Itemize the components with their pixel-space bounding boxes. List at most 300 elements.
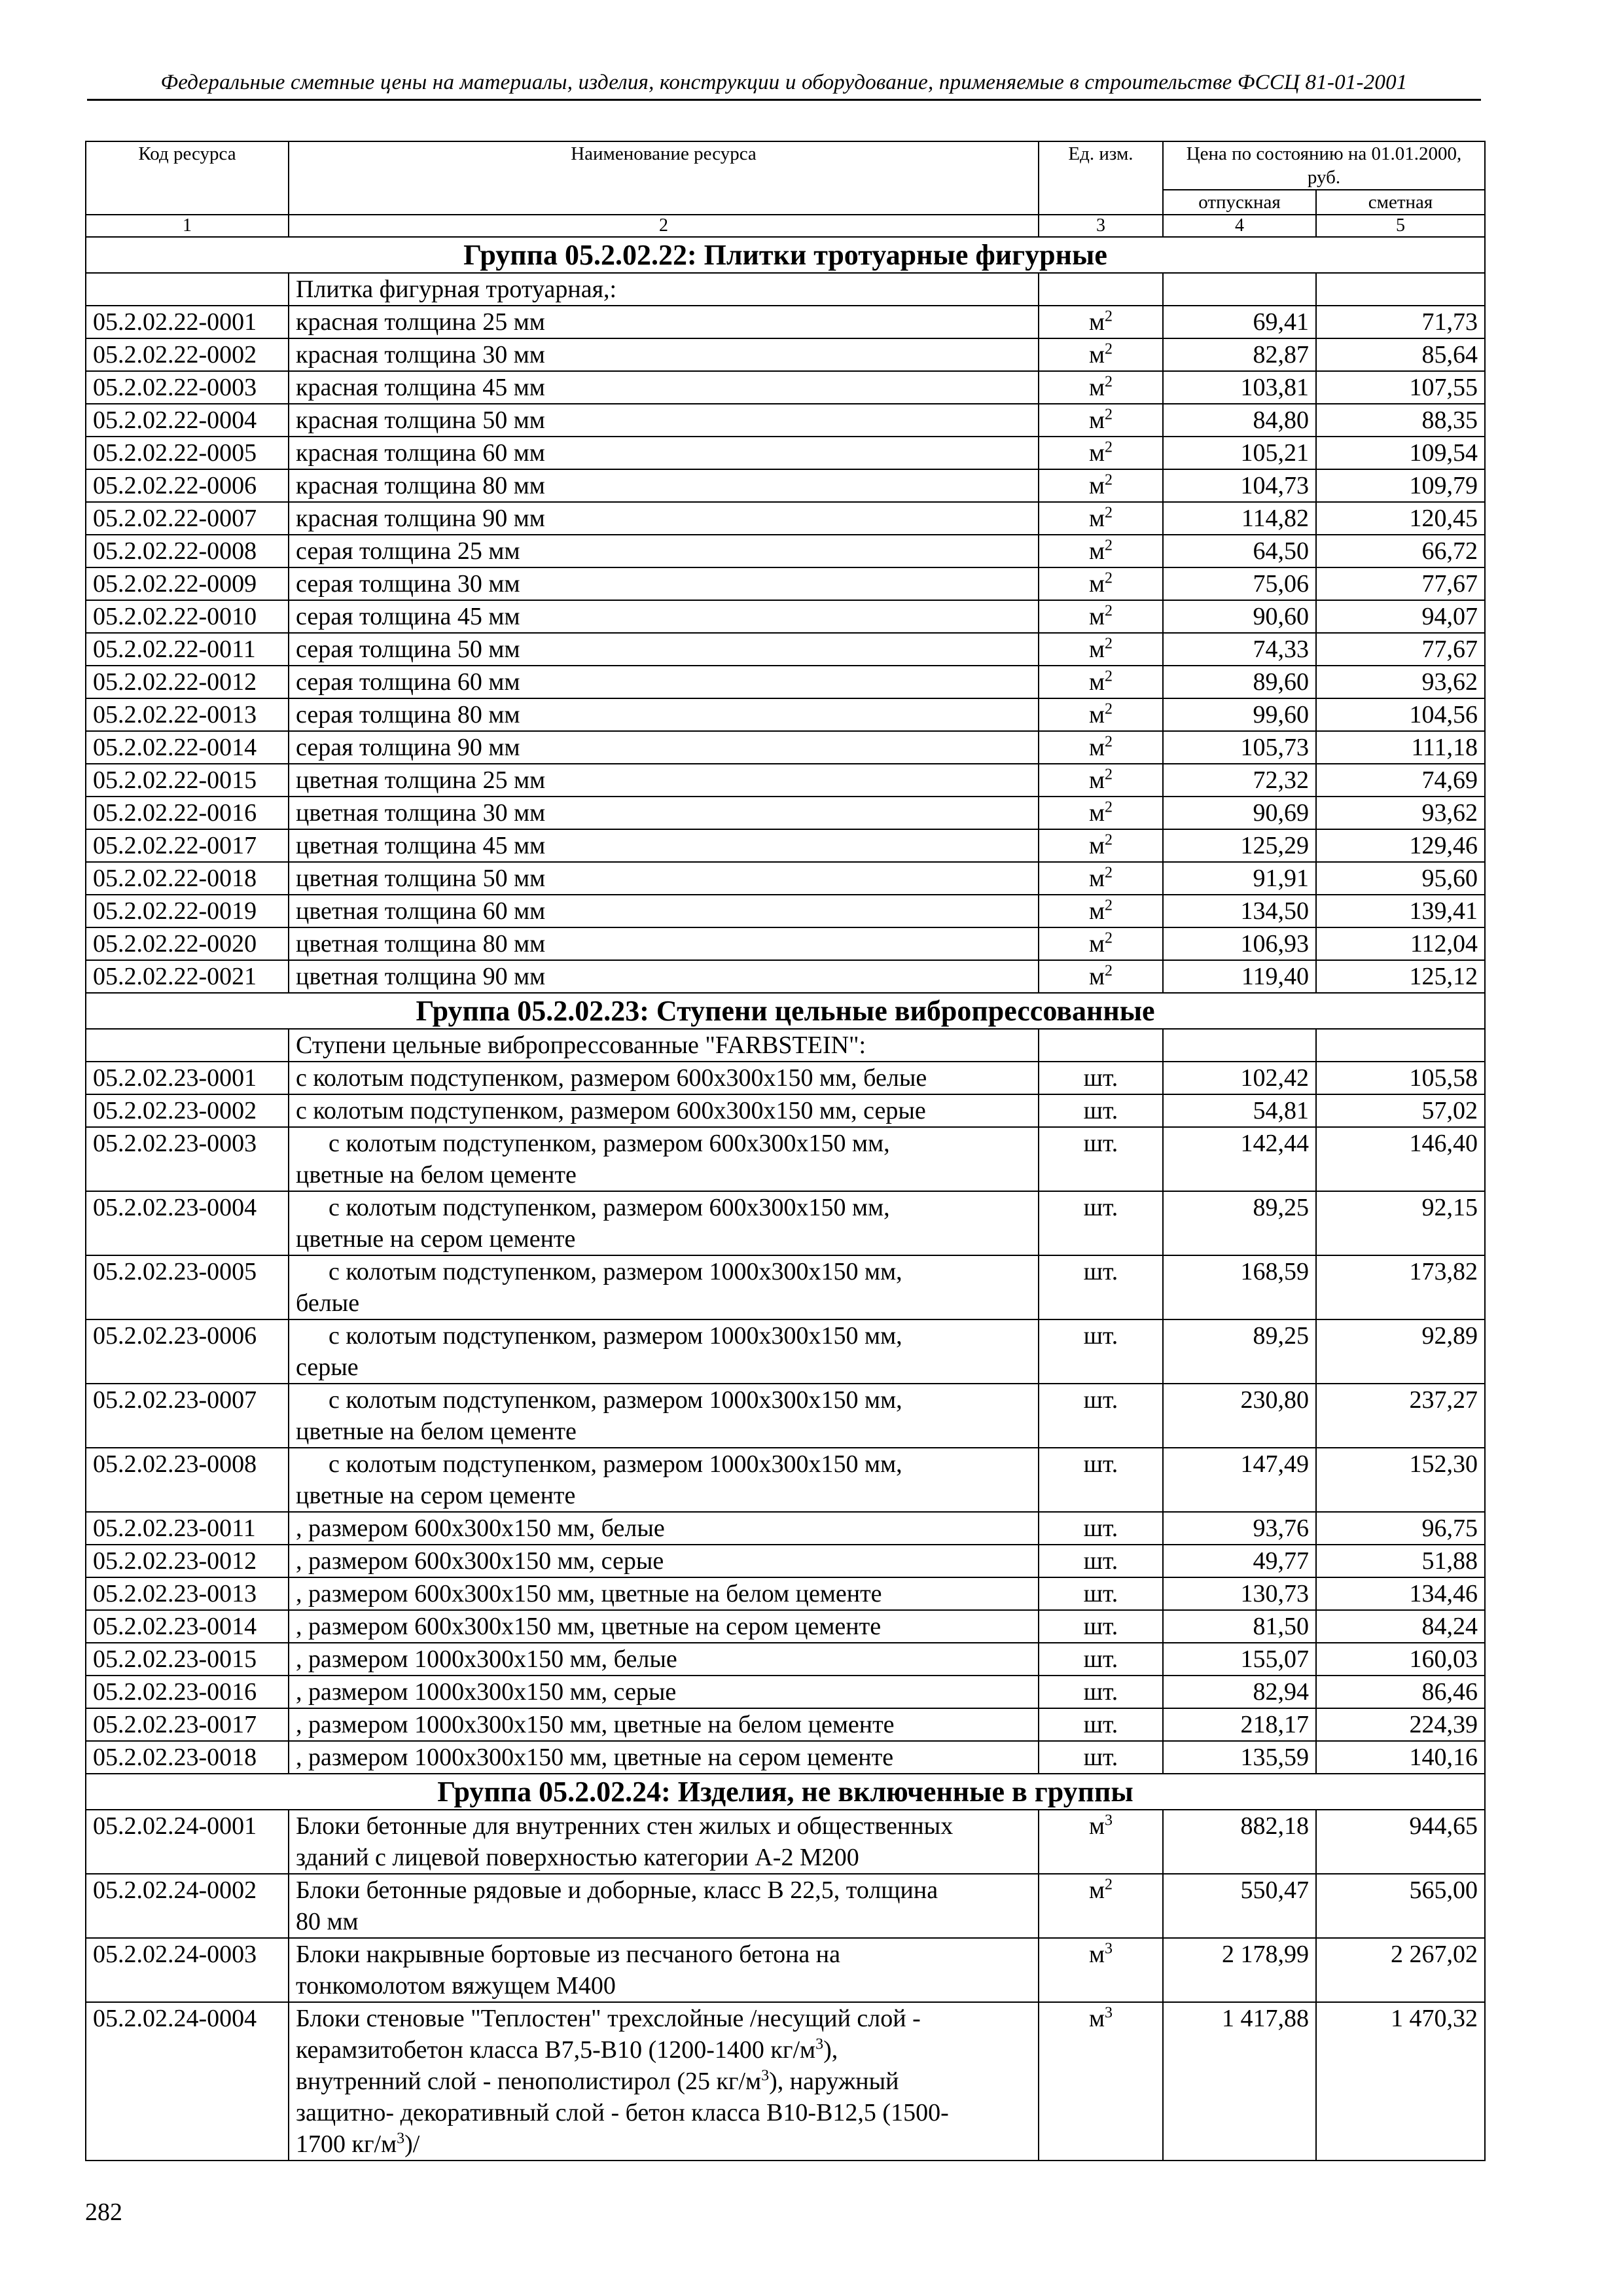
- release-price: 230,80: [1163, 1384, 1316, 1448]
- resource-name-line: с колотым подступенком, размером 1000х300х150 мм,: [329, 1450, 902, 1478]
- resource-name: , размером 600х300х150 мм, цветные на сером цементе: [289, 1610, 1039, 1643]
- resource-name: цветная толщина 80 мм: [289, 927, 1039, 960]
- resource-name: цветная толщина 30 мм: [289, 797, 1039, 829]
- resource-code: 05.2.02.22-0017: [86, 829, 289, 862]
- resource-name: , размером 600х300х150 мм, серые: [289, 1545, 1039, 1577]
- release-price: 103,81: [1163, 371, 1316, 404]
- unit-base: м: [1088, 1876, 1105, 1904]
- unit-base: м: [1088, 603, 1105, 630]
- code-cell-empty: [86, 1029, 289, 1062]
- resource-code: 05.2.02.22-0009: [86, 567, 289, 600]
- estimate-price: 92,89: [1316, 1319, 1485, 1384]
- unit-cell: [1039, 1938, 1163, 2002]
- table-row: [86, 1062, 1485, 1094]
- resource-name-line: с колотым подступенком, размером 1000х300х150 мм,: [329, 1322, 902, 1350]
- header-name: Наименование ресурса: [289, 141, 1039, 215]
- release-price: 90,60: [1163, 600, 1316, 633]
- header-release-price: отпускная: [1163, 190, 1316, 215]
- resource-name: [289, 1384, 1039, 1448]
- unit-cell: [1039, 404, 1163, 437]
- resource-name-line: с колотым подступенком, размером 600х300х150 мм,: [329, 1130, 890, 1157]
- resource-name: [289, 1938, 1039, 2002]
- text-part: ),: [823, 2036, 838, 2064]
- estimate-price: 85,64: [1316, 338, 1485, 371]
- unit-cell: [1039, 469, 1163, 502]
- resource-name: красная толщина 25 мм: [289, 306, 1039, 338]
- release-price: 135,59: [1163, 1741, 1316, 1774]
- resource-name-line: Блоки стеновые "Теплостен" трехслойные /несущий слой -: [296, 2005, 921, 2032]
- resource-name-line: цветные на белом цементе: [296, 1161, 577, 1189]
- unit-exponent: 2: [1105, 962, 1113, 980]
- resource-code: 05.2.02.24-0003: [86, 1938, 289, 2002]
- table-row: [86, 1741, 1485, 1774]
- release-price: 84,80: [1163, 404, 1316, 437]
- table-row: [86, 1545, 1485, 1577]
- resource-name: [289, 1810, 1039, 1874]
- table-row: [86, 338, 1485, 371]
- subtitle-row: [86, 1029, 1485, 1062]
- estimate-price: 77,67: [1316, 567, 1485, 600]
- resource-name: [289, 1127, 1039, 1191]
- resource-name: [289, 1255, 1039, 1319]
- text-part: )/: [404, 2130, 420, 2158]
- table-row: [86, 698, 1485, 731]
- resource-code: 05.2.02.23-0016: [86, 1676, 289, 1708]
- release-price: 125,29: [1163, 829, 1316, 862]
- estimate-price: 88,35: [1316, 404, 1485, 437]
- superscript: 3: [815, 2036, 824, 2053]
- unit-cell: шт.: [1039, 1708, 1163, 1741]
- table-row: [86, 1191, 1485, 1255]
- header-unit: Ед. изм.: [1039, 141, 1163, 215]
- resource-code: 05.2.02.22-0001: [86, 306, 289, 338]
- unit-cell: шт.: [1039, 1191, 1163, 1255]
- resource-code: 05.2.02.23-0001: [86, 1062, 289, 1094]
- table-row: [86, 862, 1485, 895]
- estimate-price: 1 470,32: [1316, 2002, 1485, 2161]
- resource-name: цветная толщина 60 мм: [289, 895, 1039, 927]
- resource-name: , размером 1000х300х150 мм, белые: [289, 1643, 1039, 1676]
- unit-base: м: [1088, 537, 1105, 565]
- resource-name-line: с колотым подступенком, размером 600х300х150 мм,: [329, 1194, 890, 1221]
- unit-exponent: 2: [1105, 929, 1113, 947]
- resource-code: 05.2.02.23-0015: [86, 1643, 289, 1676]
- resource-name-line: белые: [296, 1289, 360, 1317]
- page-number: 282: [85, 2198, 122, 2226]
- unit-exponent: 3: [1105, 1812, 1113, 1829]
- release-price: 882,18: [1163, 1810, 1316, 1874]
- resource-code: 05.2.02.23-0004: [86, 1191, 289, 1255]
- unit-exponent: 2: [1105, 340, 1113, 358]
- unit-base: м: [1088, 1941, 1105, 1968]
- unit-cell: [1039, 731, 1163, 764]
- unit-cell: шт.: [1039, 1741, 1163, 1774]
- estimate-price: 125,12: [1316, 960, 1485, 993]
- unit-cell: [1039, 1810, 1163, 1874]
- table-row: [86, 1127, 1485, 1191]
- estimate-price: 160,03: [1316, 1643, 1485, 1676]
- header-price: Цена по состоянию на 01.01.2000, руб.: [1163, 141, 1485, 190]
- estimate-price: 146,40: [1316, 1127, 1485, 1191]
- release-price: 81,50: [1163, 1610, 1316, 1643]
- resource-name: с колотым подступенком, размером 600х300х150 мм, белые: [289, 1062, 1039, 1094]
- unit-cell: [1039, 895, 1163, 927]
- table-row: [86, 960, 1485, 993]
- unit-cell: [1039, 567, 1163, 600]
- table-row: [86, 1512, 1485, 1545]
- resource-name: серая толщина 60 мм: [289, 666, 1039, 698]
- group-subtitle: Ступени цельные вибропрессованные "FARBSTEIN":: [289, 1029, 1039, 1062]
- table-row: [86, 2002, 1485, 2161]
- release-price: 49,77: [1163, 1545, 1316, 1577]
- estimate-price: 112,04: [1316, 927, 1485, 960]
- estimate-price: 93,62: [1316, 666, 1485, 698]
- release-price: 64,50: [1163, 535, 1316, 567]
- unit-exponent: 2: [1105, 668, 1113, 685]
- unit-base: м: [1088, 865, 1105, 892]
- column-number: 3: [1039, 215, 1163, 237]
- resource-code: 05.2.02.23-0006: [86, 1319, 289, 1384]
- resource-name: цветная толщина 45 мм: [289, 829, 1039, 862]
- estimate-price: 92,15: [1316, 1191, 1485, 1255]
- estimate-price: 565,00: [1316, 1874, 1485, 1938]
- unit-exponent: 3: [1105, 1940, 1113, 1958]
- resource-name-line: с колотым подступенком, размером 1000х300х150 мм,: [329, 1386, 902, 1414]
- table-row: [86, 306, 1485, 338]
- estimate-price: 107,55: [1316, 371, 1485, 404]
- table-row: [86, 371, 1485, 404]
- table-row: [86, 797, 1485, 829]
- table-row: [86, 1319, 1485, 1384]
- table-row: [86, 1938, 1485, 2002]
- table-row: [86, 731, 1485, 764]
- resource-code: 05.2.02.24-0002: [86, 1874, 289, 1938]
- table-row: [86, 535, 1485, 567]
- resource-name: серая толщина 25 мм: [289, 535, 1039, 567]
- release-price: 102,42: [1163, 1062, 1316, 1094]
- release-price: 75,06: [1163, 567, 1316, 600]
- unit-base: м: [1088, 897, 1105, 925]
- release-price: 168,59: [1163, 1255, 1316, 1319]
- unit-cell: [1039, 927, 1163, 960]
- unit-exponent: 2: [1105, 1876, 1113, 1893]
- estimate-price: 109,54: [1316, 437, 1485, 469]
- unit-exponent: 2: [1105, 504, 1113, 522]
- resource-code: 05.2.02.23-0012: [86, 1545, 289, 1577]
- estimate-price: 173,82: [1316, 1255, 1485, 1319]
- table-row: [86, 895, 1485, 927]
- resource-name: серая толщина 45 мм: [289, 600, 1039, 633]
- unit-cell: [1039, 797, 1163, 829]
- unit-exponent: 2: [1105, 700, 1113, 718]
- resource-code: 05.2.02.23-0003: [86, 1127, 289, 1191]
- resource-code: 05.2.02.23-0011: [86, 1512, 289, 1545]
- resource-code: 05.2.02.22-0004: [86, 404, 289, 437]
- release-price: 105,73: [1163, 731, 1316, 764]
- unit-cell: шт.: [1039, 1062, 1163, 1094]
- text-part: ), наружный: [769, 2068, 899, 2095]
- resource-code: 05.2.02.23-0008: [86, 1448, 289, 1512]
- resource-name-line: Блоки бетонные рядовые и доборные, класс В 22,5, толщина: [296, 1876, 938, 1904]
- resource-name-line: цветные на белом цементе: [296, 1418, 577, 1445]
- resource-code: 05.2.02.22-0019: [86, 895, 289, 927]
- release-price: 147,49: [1163, 1448, 1316, 1512]
- unit-exponent: 2: [1105, 373, 1113, 391]
- table-row: [86, 633, 1485, 666]
- superscript: 3: [761, 2067, 770, 2085]
- unit-exponent: 2: [1105, 831, 1113, 849]
- table-row: [86, 404, 1485, 437]
- code-cell-empty: [86, 273, 289, 306]
- estimate-price: 84,24: [1316, 1610, 1485, 1643]
- resource-code: 05.2.02.22-0021: [86, 960, 289, 993]
- release-price: 550,47: [1163, 1874, 1316, 1938]
- resource-name: , размером 600х300х150 мм, белые: [289, 1512, 1039, 1545]
- release-price: 218,17: [1163, 1708, 1316, 1741]
- resource-name-line: цветные на сером цементе: [296, 1225, 576, 1253]
- resource-name-line: Блоки бетонные для внутренних стен жилых и общественных: [296, 1812, 954, 1840]
- resource-name: цветная толщина 50 мм: [289, 862, 1039, 895]
- release-price: 89,25: [1163, 1319, 1316, 1384]
- resource-code: 05.2.02.22-0008: [86, 535, 289, 567]
- estimate-price: 77,67: [1316, 633, 1485, 666]
- unit-base: м: [1088, 799, 1105, 827]
- unit-exponent: 2: [1105, 308, 1113, 325]
- table-row: [86, 600, 1485, 633]
- group-row: [86, 1774, 1485, 1810]
- unit-cell: шт.: [1039, 1512, 1163, 1545]
- estimate-price: 86,46: [1316, 1676, 1485, 1708]
- release-price: 105,21: [1163, 437, 1316, 469]
- estimate-price: 134,46: [1316, 1577, 1485, 1610]
- column-number: 4: [1163, 215, 1316, 237]
- resource-name: серая толщина 30 мм: [289, 567, 1039, 600]
- estimate-price: 129,46: [1316, 829, 1485, 862]
- price-cell-empty: [1163, 1029, 1316, 1062]
- unit-exponent: 2: [1105, 635, 1113, 653]
- table-row: [86, 567, 1485, 600]
- resource-code: 05.2.02.23-0002: [86, 1094, 289, 1127]
- estimate-price: 105,58: [1316, 1062, 1485, 1094]
- release-price: 82,87: [1163, 338, 1316, 371]
- table-row: [86, 1676, 1485, 1708]
- unit-base: м: [1088, 636, 1105, 663]
- unit-base: м: [1088, 472, 1105, 499]
- table-row: [86, 469, 1485, 502]
- table-row: [86, 1384, 1485, 1448]
- group-title: Группа 05.2.02.22: Плитки тротуарные фигурные: [86, 237, 1485, 273]
- unit-base: м: [1088, 766, 1105, 794]
- resource-code: 05.2.02.22-0014: [86, 731, 289, 764]
- table-row: [86, 1448, 1485, 1512]
- estimate-price: 152,30: [1316, 1448, 1485, 1512]
- unit-cell: [1039, 764, 1163, 797]
- resource-name-line: Блоки накрывные бортовые из песчаного бетона на: [296, 1941, 840, 1968]
- group-title: Группа 05.2.02.24: Изделия, не включенные в группы: [86, 1774, 1485, 1810]
- estimate-price: 139,41: [1316, 895, 1485, 927]
- resource-name-line: с колотым подступенком, размером 1000х300х150 мм,: [329, 1258, 902, 1285]
- table-row: [86, 1610, 1485, 1643]
- unit-base: м: [1088, 668, 1105, 696]
- estimate-price: 93,62: [1316, 797, 1485, 829]
- text-part: керамзитобетон класса В7,5-В10 (1200-1400 кг/м: [296, 2036, 816, 2064]
- group-subtitle: Плитка фигурная тротуарная,:: [289, 273, 1039, 306]
- unit-cell: [1039, 666, 1163, 698]
- estimate-price: 237,27: [1316, 1384, 1485, 1448]
- release-price: 99,60: [1163, 698, 1316, 731]
- page-header: Федеральные сметные цены на материалы, изделия, конструкции и оборудование, применяемые в строительстве ФССЦ 81-01-2001: [87, 71, 1481, 101]
- unit-cell: шт.: [1039, 1643, 1163, 1676]
- unit-base: м: [1088, 374, 1105, 401]
- table-row: [86, 829, 1485, 862]
- resource-name-line: [296, 2066, 1031, 2097]
- unit-base: м: [1088, 308, 1105, 336]
- resource-name: , размером 1000х300х150 мм, серые: [289, 1676, 1039, 1708]
- release-price: 54,81: [1163, 1094, 1316, 1127]
- resource-name: [289, 2002, 1039, 2161]
- unit-base: м: [1088, 341, 1105, 368]
- unit-cell: шт.: [1039, 1384, 1163, 1448]
- resource-code: 05.2.02.23-0018: [86, 1741, 289, 1774]
- unit-cell: [1039, 600, 1163, 633]
- estimate-price: 224,39: [1316, 1708, 1485, 1741]
- column-number-row: [86, 215, 1485, 237]
- unit-cell: [1039, 338, 1163, 371]
- release-price: 106,93: [1163, 927, 1316, 960]
- resource-code: 05.2.02.23-0017: [86, 1708, 289, 1741]
- unit-exponent: 2: [1105, 864, 1113, 882]
- group-title: Группа 05.2.02.23: Ступени цельные вибропрессованные: [86, 993, 1485, 1029]
- resource-code: 05.2.02.22-0011: [86, 633, 289, 666]
- unit-cell: [1039, 862, 1163, 895]
- table-row: [86, 666, 1485, 698]
- resource-name: , размером 1000х300х150 мм, цветные на белом цементе: [289, 1708, 1039, 1741]
- unit-cell: шт.: [1039, 1545, 1163, 1577]
- unit-base: м: [1088, 930, 1105, 958]
- resource-name-line: зданий с лицевой поверхностью категории А-2 М200: [296, 1844, 859, 1871]
- release-price: 82,94: [1163, 1676, 1316, 1708]
- unit-exponent: 3: [1105, 2004, 1113, 2022]
- resource-name-line: серые: [296, 1354, 359, 1381]
- resource-code: 05.2.02.24-0004: [86, 2002, 289, 2161]
- unit-cell: [1039, 502, 1163, 535]
- price-table: [85, 141, 1486, 2161]
- unit-cell: [1039, 306, 1163, 338]
- unit-exponent: 2: [1105, 406, 1113, 423]
- resource-code: 05.2.02.22-0018: [86, 862, 289, 895]
- resource-name: , размером 1000х300х150 мм, цветные на сером цементе: [289, 1741, 1039, 1774]
- table-row: [86, 1708, 1485, 1741]
- unit-base: м: [1088, 832, 1105, 859]
- superscript: 3: [397, 2130, 405, 2147]
- resource-code: 05.2.02.23-0007: [86, 1384, 289, 1448]
- table-row: [86, 502, 1485, 535]
- resource-code: 05.2.02.22-0010: [86, 600, 289, 633]
- resource-name-line: [296, 2128, 1031, 2160]
- estimate-price: 95,60: [1316, 862, 1485, 895]
- resource-code: 05.2.02.22-0002: [86, 338, 289, 371]
- release-price: 72,32: [1163, 764, 1316, 797]
- release-price: 130,73: [1163, 1577, 1316, 1610]
- resource-code: 05.2.02.23-0013: [86, 1577, 289, 1610]
- estimate-price: 104,56: [1316, 698, 1485, 731]
- unit-base: м: [1088, 734, 1105, 761]
- resource-name: [289, 1191, 1039, 1255]
- price-cell-empty: [1316, 273, 1485, 306]
- unit-cell: шт.: [1039, 1610, 1163, 1643]
- resource-name: [289, 1448, 1039, 1512]
- resource-name-line: цветные на сером цементе: [296, 1482, 576, 1509]
- resource-name: красная толщина 90 мм: [289, 502, 1039, 535]
- header-code: Код ресурса: [86, 141, 289, 215]
- resource-name: [289, 1319, 1039, 1384]
- estimate-price: 71,73: [1316, 306, 1485, 338]
- release-price: 89,25: [1163, 1191, 1316, 1255]
- estimate-price: 2 267,02: [1316, 1938, 1485, 2002]
- unit-cell-empty: [1039, 273, 1163, 306]
- price-cell-empty: [1163, 273, 1316, 306]
- release-price: 93,76: [1163, 1512, 1316, 1545]
- estimate-price: 140,16: [1316, 1741, 1485, 1774]
- resource-code: 05.2.02.22-0020: [86, 927, 289, 960]
- release-price: 89,60: [1163, 666, 1316, 698]
- estimate-price: 109,79: [1316, 469, 1485, 502]
- unit-cell: шт.: [1039, 1255, 1163, 1319]
- unit-base: м: [1088, 505, 1105, 532]
- text-part: внутренний слой - пенополистирол (25 кг/м: [296, 2068, 762, 2095]
- unit-cell: [1039, 829, 1163, 862]
- resource-name: красная толщина 45 мм: [289, 371, 1039, 404]
- unit-cell: [1039, 960, 1163, 993]
- resource-name: красная толщина 30 мм: [289, 338, 1039, 371]
- table-header-row: [86, 141, 1485, 190]
- release-price: 119,40: [1163, 960, 1316, 993]
- unit-exponent: 2: [1105, 766, 1113, 783]
- unit-exponent: 2: [1105, 798, 1113, 816]
- price-cell-empty: [1316, 1029, 1485, 1062]
- table-row: [86, 1094, 1485, 1127]
- resource-name: серая толщина 80 мм: [289, 698, 1039, 731]
- resource-code: 05.2.02.22-0006: [86, 469, 289, 502]
- table-row: [86, 1255, 1485, 1319]
- unit-base: м: [1088, 570, 1105, 598]
- resource-name: с колотым подступенком, размером 600х300х150 мм, серые: [289, 1094, 1039, 1127]
- table-row: [86, 437, 1485, 469]
- release-price: 1 417,88: [1163, 2002, 1316, 2161]
- table-row: [86, 764, 1485, 797]
- release-price: 69,41: [1163, 306, 1316, 338]
- unit-cell: [1039, 633, 1163, 666]
- unit-cell: шт.: [1039, 1448, 1163, 1512]
- estimate-price: 94,07: [1316, 600, 1485, 633]
- group-row: [86, 237, 1485, 273]
- resource-code: 05.2.02.22-0015: [86, 764, 289, 797]
- unit-base: м: [1088, 1812, 1105, 1840]
- unit-base: м: [1088, 701, 1105, 728]
- unit-cell: [1039, 371, 1163, 404]
- resource-name: , размером 600х300х150 мм, цветные на белом цементе: [289, 1577, 1039, 1610]
- resource-name-line: 80 мм: [296, 1908, 359, 1935]
- resource-name: красная толщина 80 мм: [289, 469, 1039, 502]
- release-price: 91,91: [1163, 862, 1316, 895]
- unit-cell: [1039, 2002, 1163, 2161]
- unit-cell: шт.: [1039, 1319, 1163, 1384]
- table-row: [86, 927, 1485, 960]
- unit-cell: [1039, 1874, 1163, 1938]
- release-price: 134,50: [1163, 895, 1316, 927]
- resource-name: красная толщина 50 мм: [289, 404, 1039, 437]
- unit-base: м: [1088, 963, 1105, 990]
